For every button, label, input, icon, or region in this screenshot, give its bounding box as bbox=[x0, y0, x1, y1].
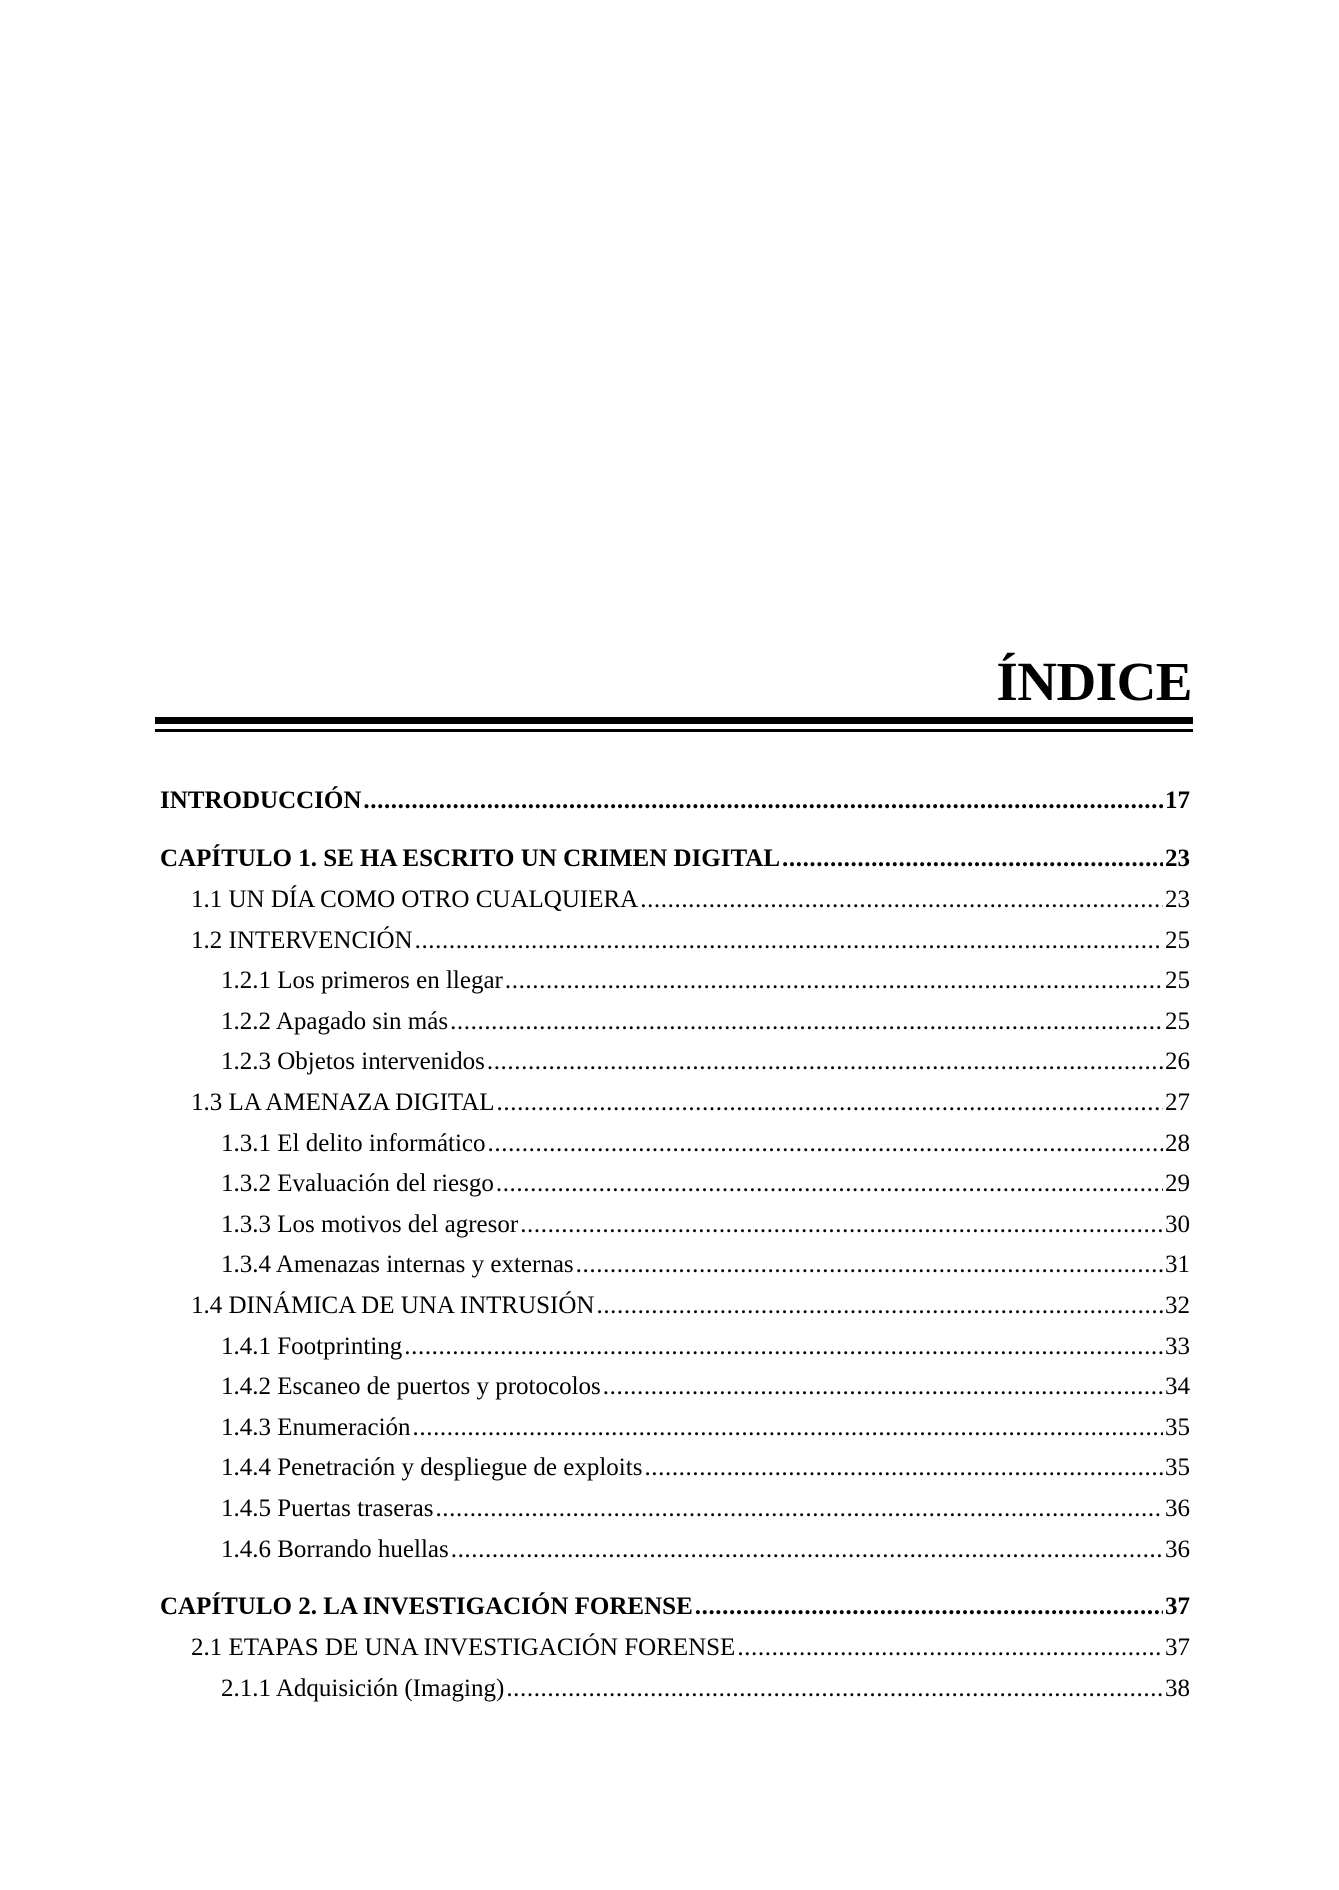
toc-dot-leader bbox=[404, 1327, 1163, 1368]
toc-dot-leader bbox=[640, 880, 1163, 921]
toc-page-number: 33 bbox=[1165, 1332, 1190, 1360]
toc-page-number: 23 bbox=[1165, 845, 1190, 872]
toc-entry-label: 2.1 ETAPAS DE UNA INVESTIGACIÓN FORENSE bbox=[191, 1634, 736, 1662]
toc-page-number: 26 bbox=[1165, 1048, 1190, 1076]
toc-entry-label: 1.4.6 Borrando huellas bbox=[221, 1535, 449, 1563]
toc-subsection-entry bbox=[160, 1042, 1190, 1083]
toc-page-number: 29 bbox=[1165, 1170, 1190, 1198]
toc-page-number: 23 bbox=[1165, 886, 1190, 913]
toc-dot-leader bbox=[363, 780, 1163, 822]
toc-dot-leader bbox=[782, 838, 1163, 880]
toc-entry-label: 1.1 UN DÍA COMO OTRO CUALQUIERA bbox=[191, 886, 639, 913]
toc-entry-label: 1.4.1 Footprinting bbox=[221, 1332, 403, 1360]
toc-page-number: 36 bbox=[1165, 1535, 1190, 1563]
toc-dot-leader bbox=[596, 1286, 1163, 1327]
toc-entry-label: 1.3.1 El delito informático bbox=[221, 1129, 486, 1157]
toc-section-entry bbox=[160, 1083, 1190, 1124]
toc-chapter-entry bbox=[160, 780, 1190, 822]
toc-dot-leader bbox=[451, 1530, 1163, 1571]
toc-entry-label: 1.4.2 Escaneo de puertos y protocolos bbox=[221, 1373, 601, 1401]
toc-entry-label: 1.2.1 Los primeros en llegar bbox=[221, 967, 503, 995]
page-title: ÍNDICE bbox=[996, 651, 1192, 712]
toc-page-number: 34 bbox=[1165, 1373, 1190, 1401]
toc-page-number: 27 bbox=[1165, 1088, 1190, 1116]
table-of-contents bbox=[160, 780, 1190, 1709]
toc-subsection-entry bbox=[160, 1327, 1190, 1368]
toc-subsection-entry bbox=[160, 1164, 1190, 1205]
title-rule-thin bbox=[155, 729, 1193, 732]
toc-page-number: 37 bbox=[1165, 1593, 1190, 1621]
toc-dot-leader bbox=[487, 1042, 1163, 1083]
toc-entry-label: 1.3.4 Amenazas internas y externas bbox=[221, 1251, 574, 1279]
toc-subsection-entry bbox=[160, 1245, 1190, 1286]
toc-page-number: 25 bbox=[1165, 1007, 1190, 1035]
title-rule-thick bbox=[155, 717, 1193, 724]
toc-page-number: 25 bbox=[1165, 926, 1190, 954]
toc-entry-label: 1.2.2 Apagado sin más bbox=[221, 1007, 449, 1035]
toc-entry-label: 1.3 LA AMENAZA DIGITAL bbox=[191, 1088, 495, 1116]
toc-page-number: 35 bbox=[1165, 1454, 1190, 1482]
toc-subsection-entry bbox=[160, 961, 1190, 1002]
toc-page-number: 32 bbox=[1165, 1291, 1190, 1319]
toc-dot-leader bbox=[603, 1367, 1163, 1408]
toc-entry-label: 2.1.1 Adquisición (Imaging) bbox=[221, 1674, 505, 1702]
toc-entry-label: INTRODUCCIÓN bbox=[160, 787, 362, 814]
toc-chapter-entry bbox=[160, 1586, 1190, 1628]
toc-dot-leader bbox=[506, 1669, 1163, 1710]
toc-entry-label: 1.4 DINÁMICA DE UNA INTRUSIÓN bbox=[191, 1291, 595, 1319]
toc-subsection-entry bbox=[160, 1367, 1190, 1408]
toc-entry-label: 1.4.3 Enumeración bbox=[221, 1413, 411, 1441]
toc-page-number: 25 bbox=[1165, 967, 1190, 995]
toc-dot-leader bbox=[644, 1448, 1163, 1489]
toc-dot-leader bbox=[413, 1408, 1163, 1449]
toc-page-number: 38 bbox=[1165, 1674, 1190, 1702]
toc-page-number: 30 bbox=[1165, 1210, 1190, 1238]
toc-section-entry bbox=[160, 1286, 1190, 1327]
toc-dot-leader bbox=[496, 1164, 1163, 1205]
toc-subsection-entry bbox=[160, 1669, 1190, 1710]
toc-dot-leader bbox=[435, 1489, 1163, 1530]
toc-page-number: 17 bbox=[1165, 787, 1190, 814]
toc-dot-leader bbox=[520, 1205, 1163, 1246]
toc-dot-leader bbox=[505, 961, 1163, 1002]
toc-dot-leader bbox=[497, 1083, 1163, 1124]
toc-entry-label: 1.3.2 Evaluación del riesgo bbox=[221, 1170, 494, 1198]
toc-subsection-entry bbox=[160, 1002, 1190, 1043]
toc-dot-leader bbox=[576, 1245, 1163, 1286]
toc-entry-label: 1.2.3 Objetos intervenidos bbox=[221, 1048, 485, 1076]
toc-page-number: 35 bbox=[1165, 1413, 1190, 1441]
toc-dot-leader bbox=[695, 1586, 1163, 1628]
toc-chapter-entry bbox=[160, 838, 1190, 880]
toc-dot-leader bbox=[415, 921, 1163, 962]
toc-page-number: 28 bbox=[1165, 1129, 1190, 1157]
toc-subsection-entry bbox=[160, 1530, 1190, 1571]
toc-page-number: 31 bbox=[1165, 1251, 1190, 1279]
toc-entry-label: CAPÍTULO 2. LA INVESTIGACIÓN FORENSE bbox=[160, 1593, 693, 1621]
toc-section-entry bbox=[160, 921, 1190, 962]
toc-subsection-entry bbox=[160, 1124, 1190, 1165]
toc-subsection-entry bbox=[160, 1448, 1190, 1489]
toc-entry-label: 1.4.5 Puertas traseras bbox=[221, 1494, 434, 1522]
toc-page-number: 37 bbox=[1165, 1634, 1190, 1662]
toc-entry-label: 1.3.3 Los motivos del agresor bbox=[221, 1210, 519, 1238]
toc-dot-leader bbox=[737, 1628, 1163, 1669]
toc-section-entry bbox=[160, 880, 1190, 921]
toc-section-entry bbox=[160, 1628, 1190, 1669]
toc-page-number: 36 bbox=[1165, 1494, 1190, 1522]
toc-subsection-entry bbox=[160, 1489, 1190, 1530]
toc-subsection-entry bbox=[160, 1205, 1190, 1246]
toc-entry-label: 1.2 INTERVENCIÓN bbox=[191, 926, 413, 954]
toc-dot-leader bbox=[450, 1002, 1163, 1043]
toc-subsection-entry bbox=[160, 1408, 1190, 1449]
toc-entry-label: 1.4.4 Penetración y despliegue de exploits bbox=[221, 1454, 643, 1482]
toc-dot-leader bbox=[488, 1124, 1163, 1165]
toc-entry-label: CAPÍTULO 1. SE HA ESCRITO UN CRIMEN DIGITAL bbox=[160, 845, 781, 872]
